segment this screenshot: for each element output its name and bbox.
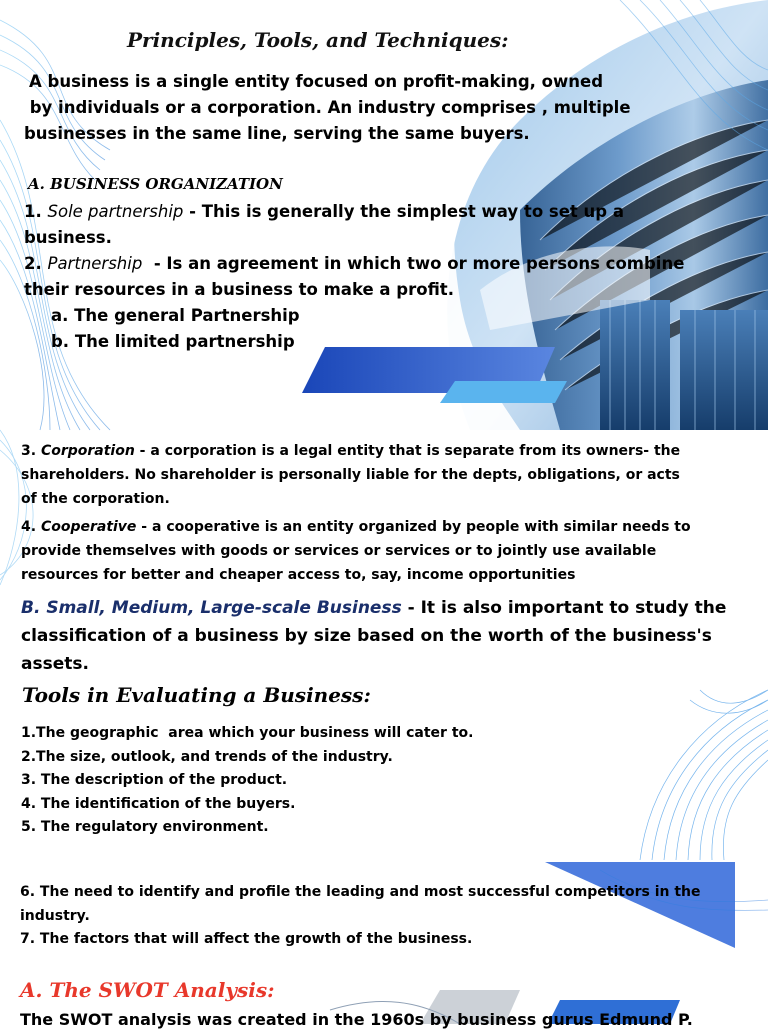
- list-item-continuation: business.: [24, 228, 112, 247]
- section-b-paragraph: B. Small, Medium, Large-scale Business - It is also important to study the classification of a business by size based on the worth of the business's assets.: [21, 598, 727, 674]
- sub-item: b. The limited partnership: [51, 332, 295, 351]
- tools-heading: Tools in Evaluating a Business:: [22, 683, 371, 707]
- list-item-continuation: their resources in a business to make a profit.: [24, 280, 454, 299]
- swot-paragraph: The SWOT analysis was created in the 1960s by business gurus Edmund P.: [20, 1010, 693, 1029]
- list-item: 5. The regulatory environment.: [21, 819, 269, 835]
- list-item: 3. The description of the product.: [21, 772, 288, 788]
- corporation-item: 3. Corporation - a corporation is a legal entity that is separate from its owners- the shareholders. No shareholder is personally liable for the depts, obligations, or acts of the corporation.: [21, 443, 681, 507]
- intro-line: A business is a single entity focused on profit-making, owned: [29, 72, 604, 91]
- list-item-sole-partnership: 1. Sole partnership - This is generally the simplest way to set up a: [24, 202, 624, 221]
- intro-line: businesses in the same line, serving the same buyers.: [24, 124, 530, 143]
- term: B. Small, Medium, Large-scale Business: [21, 598, 402, 618]
- intro-paragraph: [24, 69, 631, 147]
- list-item: 1.The geographic area which your business will cater to.: [21, 725, 474, 741]
- list-item: 7. The factors that will affect the growth of the business.: [20, 931, 473, 947]
- page-title: Principles, Tools, and Techniques:: [127, 28, 509, 52]
- section-a-list: [24, 199, 684, 355]
- term: Cooperative: [40, 519, 137, 535]
- list-item: 6. The need to identify and profile the leading and most successful competitors in the: [20, 884, 701, 900]
- term: Partnership: [47, 254, 143, 273]
- term: Corporation: [40, 443, 135, 459]
- wave-lines-mid-right: [640, 690, 768, 860]
- term: Sole partnership: [47, 202, 184, 221]
- list-item-continuation: industry.: [20, 907, 90, 924]
- intro-line: by individuals or a corporation. An industry comprises , multiple: [24, 98, 631, 117]
- list-item-partnership: 2. Partnership - Is an agreement in which two or more persons combine: [24, 254, 685, 273]
- tools-list: [21, 722, 473, 840]
- list-item: 2.The size, outlook, and trends of the industry.: [21, 748, 393, 765]
- tools-list-continued: [20, 881, 701, 952]
- list-item: 4. The identification of the buyers.: [21, 795, 296, 812]
- sub-item: a. The general Partnership: [51, 306, 300, 325]
- blue-tab-light: [440, 381, 567, 403]
- cooperative-item: 4. Cooperative - a cooperative is an entity organized by people with similar needs to provide themselves with goods or services or services or to jointly use available resources for better and cheaper access to, say, income opportunities: [21, 519, 691, 583]
- swot-heading: A. The SWOT Analysis:: [20, 978, 275, 1002]
- section-a-heading: A. BUSINESS ORGANIZATION: [28, 175, 283, 193]
